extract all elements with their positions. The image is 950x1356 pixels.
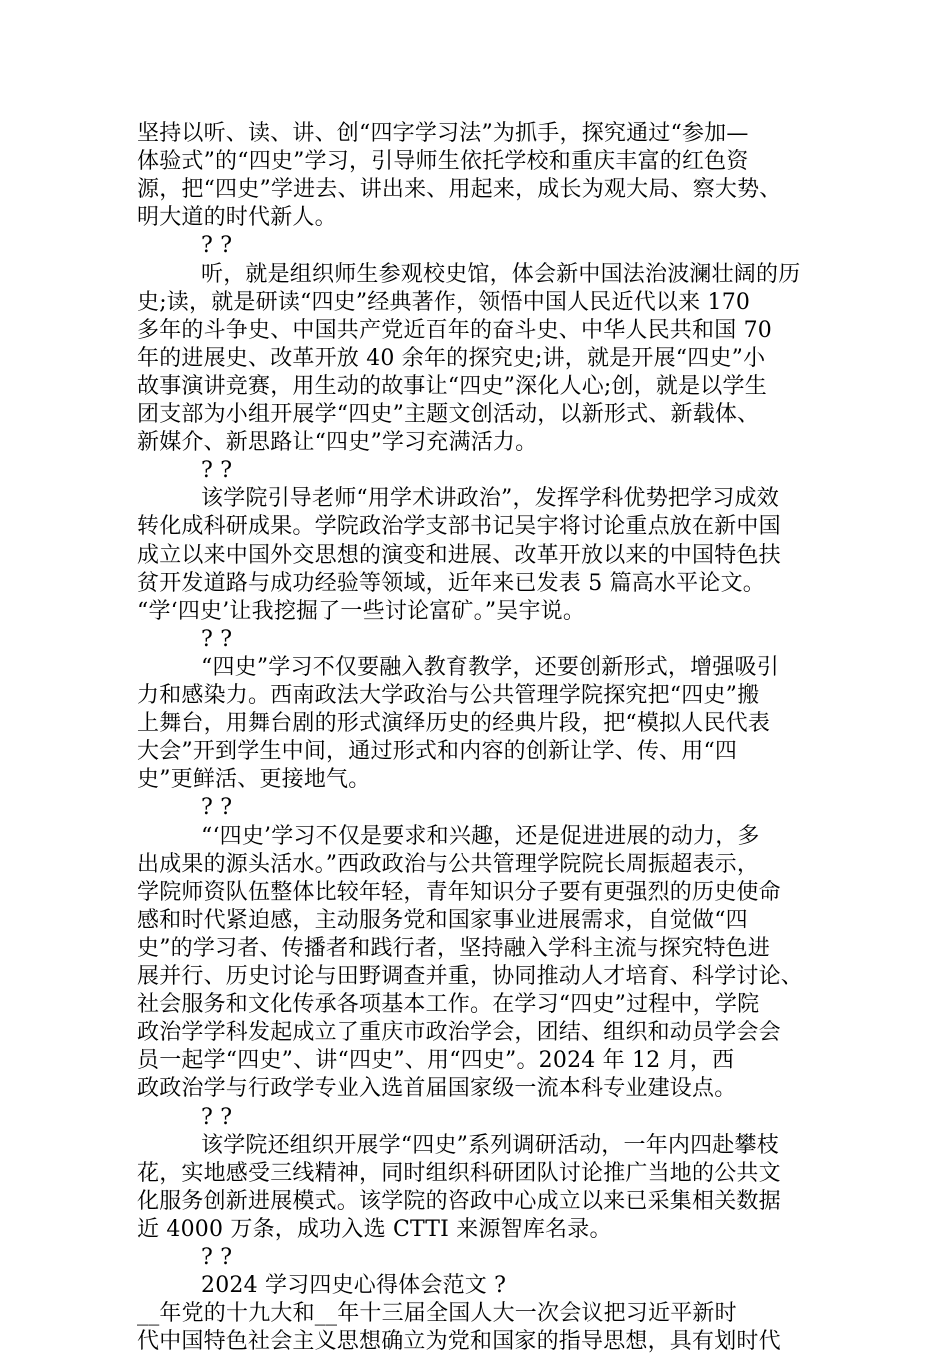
text-line: 史”的学习者、传播者和践行者，坚持融入学科主流与探究特色进 bbox=[137, 936, 771, 961]
text-line: 政政治学与行政学专业入选首届国家级一流本科专业建设点。 bbox=[137, 1076, 737, 1101]
text-line: 力和感染力。西南政法大学政治与公共管理学院探究把“四史”搬 bbox=[137, 683, 760, 708]
text-line: 贫开发道路与成功经验等领域，近年来已发表 5 篇高水平论文。 bbox=[137, 571, 765, 596]
text-line: 上舞台，用舞台剧的形式演绎历史的经典片段，把“模拟人民代表 bbox=[137, 711, 771, 736]
text-line: 年的进展史、改革开放 40 余年的探究史;讲，就是开展“四史”小 bbox=[137, 346, 766, 371]
text-line: “‘四史’学习不仅是要求和兴趣，还是促进进展的动力，多 bbox=[201, 824, 760, 849]
text-line: __年党的十九大和__年十三届全国人大一次会议把习近平新时 bbox=[137, 1301, 737, 1326]
text-line: 史”更鲜活、更接地气。 bbox=[137, 767, 371, 792]
text-line: 2024 学习四史心得体会范文 ? bbox=[201, 1273, 507, 1298]
text-line: 听，就是组织师生参观校史馆，体会新中国法治波澜壮阔的历 bbox=[201, 262, 801, 287]
text-line: 团支部为小组开展学“四史”主题文创活动，以新形式、新载体、 bbox=[137, 402, 760, 427]
text-line: 代中国特色社会主义思想确立为党和国家的指导思想，具有划时代 bbox=[137, 1329, 781, 1354]
text-line: 史;读，就是研读“四史”经典著作，领悟中国人民近代以来 170 bbox=[137, 290, 751, 315]
text-line: 该学院引导老师“用学术讲政治”，发挥学科优势把学习成效 bbox=[201, 486, 779, 511]
text-line: 感和时代紧迫感，主动服务党和国家事业进展需求，自觉做“四 bbox=[137, 908, 748, 933]
text-line: 该学院还组织开展学“四史”系列调研活动，一年内四赴攀枝 bbox=[201, 1133, 779, 1158]
text-line: 成立以来中国外交思想的演变和进展、改革开放以来的中国特色扶 bbox=[137, 543, 781, 568]
text-line: 新媒介、新思路让“四史”学习充满活力。 bbox=[137, 430, 538, 455]
text-line: 明大道的时代新人。 bbox=[137, 205, 337, 230]
text-line: 化服务创新进展模式。该学院的咨政中心成立以来已采集相关数据 bbox=[137, 1189, 781, 1214]
text-line: 体验式”的“四史”学习，引导师生依托学校和重庆丰富的红色资 bbox=[137, 149, 749, 174]
text-line: 花，实地感受三线精神，同时组织科研团队讨论推广当地的公共文 bbox=[137, 1161, 781, 1186]
text-line: 源，把“四史”学进去、讲出来、用起来，成长为观大局、察大势、 bbox=[137, 177, 782, 202]
text-line: 学院师资队伍整体比较年轻，青年知识分子要有更强烈的历史使命 bbox=[137, 880, 781, 905]
text-line: ? ? bbox=[201, 627, 233, 652]
text-line: 政治学学科发起成立了重庆市政治学会，团结、组织和动员学会会 bbox=[137, 1020, 781, 1045]
text-line: 近 4000 万条，成功入选 CTTI 来源智库名录。 bbox=[137, 1217, 612, 1242]
text-line: ? ? bbox=[201, 1245, 233, 1270]
text-line: ? ? bbox=[201, 795, 233, 820]
text-line: 大会”开到学生中间，通过形式和内容的创新让学、传、用“四 bbox=[137, 739, 738, 764]
text-line: “学‘四史’让我挖掘了一些讨论富矿。”吴宇说。 bbox=[137, 599, 586, 624]
text-line: ? ? bbox=[201, 233, 233, 258]
text-line: ? ? bbox=[201, 1105, 233, 1130]
text-line: 社会服务和文化传承各项基本工作。在学习“四史”过程中，学院 bbox=[137, 992, 760, 1017]
text-line: “四史”学习不仅要融入教育教学，还要创新形式，增强吸引 bbox=[201, 655, 779, 680]
text-line: 员一起学“四史”、讲“四史”、用“四史”。2024 年 12 月，西 bbox=[137, 1048, 735, 1073]
text-line: ? ? bbox=[201, 458, 233, 483]
text-line: 坚持以听、读、讲、创“四字学习法”为抓手，探究通过“参加— bbox=[137, 121, 749, 146]
text-line: 转化成科研成果。学院政治学支部书记吴宇将讨论重点放在新中国 bbox=[137, 514, 781, 539]
text-line: 出成果的源头活水。”西政政治与公共管理学院院长周振超表示， bbox=[137, 852, 760, 877]
text-line: 故事演讲竞赛，用生动的故事让“四史”深化人心;创，就是以学生 bbox=[137, 374, 767, 399]
text-line: 多年的斗争史、中国共产党近百年的奋斗史、中华人民共和国 70 bbox=[137, 318, 772, 343]
text-line: 展并行、历史讨论与田野调查并重，协同推动人才培育、科学讨论、 bbox=[137, 964, 804, 989]
